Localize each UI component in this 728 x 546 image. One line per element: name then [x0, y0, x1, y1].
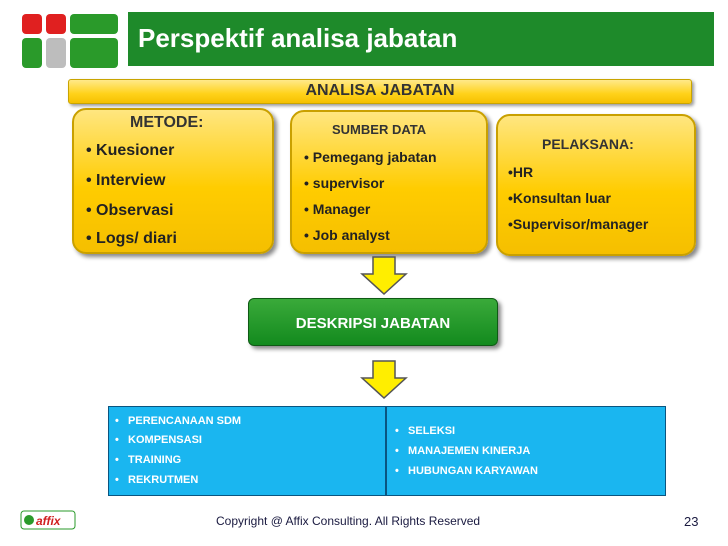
- sumber-data-box: [290, 110, 488, 254]
- down-arrow-icon: [360, 256, 408, 296]
- metode-item: • Interview: [86, 172, 166, 189]
- use-item: • TRAINING: [115, 454, 182, 466]
- uses-right-panel: [386, 406, 666, 496]
- logo-square-red: [46, 14, 66, 34]
- use-item: • KOMPENSASI: [115, 434, 202, 446]
- pelaksana-box: [496, 114, 696, 256]
- metode-box: [72, 108, 274, 254]
- deskripsi-label: DESKRIPSI JABATAN: [295, 315, 451, 332]
- sumber-item: • Pemegang jabatan: [304, 149, 437, 165]
- analisa-jabatan-banner: [68, 79, 692, 104]
- logo-square-green: [70, 38, 118, 68]
- footer-copyright: Copyright @ Affix Consulting. All Rights Reserved: [216, 514, 481, 528]
- pelaksana-heading: PELAKSANA:: [542, 136, 634, 152]
- pelaksana-item: •Konsultan luar: [508, 190, 611, 206]
- metode-item: • Logs/ diari: [86, 230, 177, 247]
- pelaksana-item: •Supervisor/manager: [508, 216, 649, 232]
- use-item: • REKRUTMEN: [115, 474, 199, 486]
- affix-logo-icon: [20, 508, 76, 534]
- title-bar: [128, 12, 714, 66]
- use-item: • PERENCANAAN SDM: [115, 415, 242, 427]
- svg-text:affix: affix: [36, 514, 61, 528]
- metode-item: • Kuesioner: [86, 142, 175, 159]
- metode-heading: METODE:: [130, 114, 204, 131]
- sumber-item: • supervisor: [304, 175, 385, 191]
- sumber-item: • Job analyst: [304, 227, 390, 243]
- pelaksana-item: •HR: [508, 164, 534, 180]
- metode-item: • Observasi: [86, 202, 174, 219]
- deskripsi-jabatan-box: [248, 298, 498, 346]
- sumber-heading: SUMBER DATA: [332, 122, 427, 137]
- banner-label: ANALISA JABATAN: [305, 82, 455, 99]
- uses-left-panel: [108, 406, 386, 496]
- use-item: • HUBUNGAN KARYAWAN: [395, 465, 539, 477]
- logo-square-gray: [46, 38, 66, 68]
- down-arrow-icon: [360, 360, 408, 400]
- logo-square-red: [22, 14, 42, 34]
- page-number: 23: [684, 514, 699, 529]
- sumber-item: • Manager: [304, 201, 371, 217]
- page-title: Perspektif analisa jabatan: [138, 23, 458, 53]
- use-item: • MANAJEMEN KINERJA: [395, 445, 531, 457]
- logo-square-green: [22, 38, 42, 68]
- use-item: • SELEKSI: [395, 425, 456, 437]
- logo-square-green: [70, 14, 118, 34]
